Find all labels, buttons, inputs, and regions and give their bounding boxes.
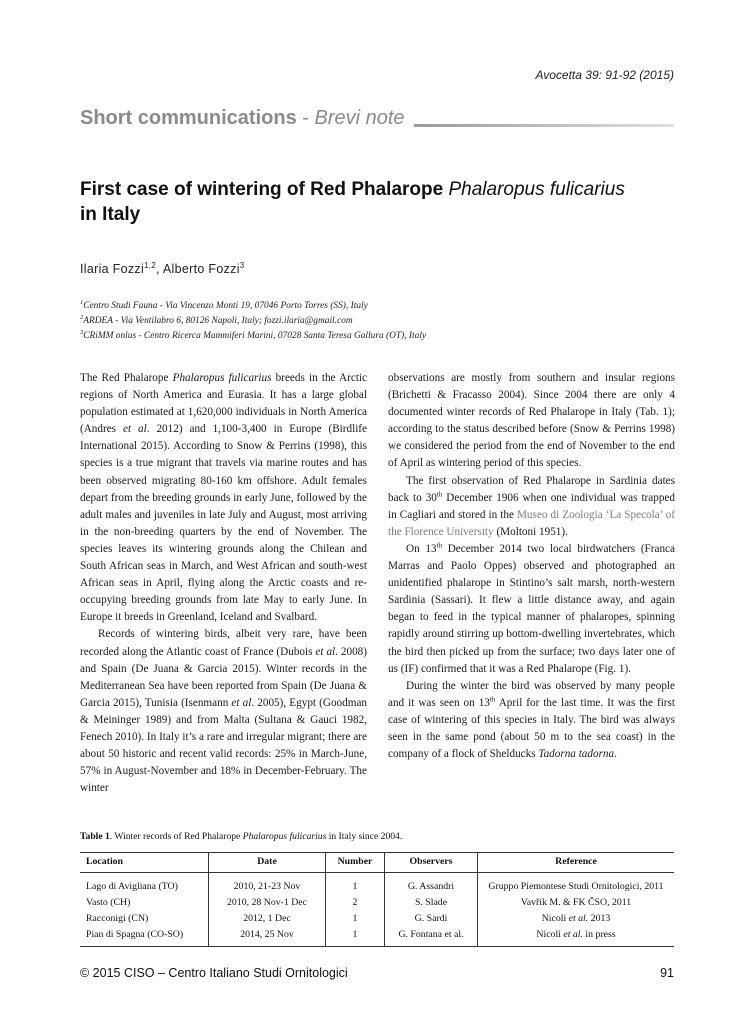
author-separator: ,: [156, 262, 163, 277]
column-header-observers: Observers: [385, 853, 478, 873]
affiliation-marker: 3: [80, 329, 84, 337]
column-header-location: Location: [80, 853, 209, 873]
cell-observers: S. Slade: [385, 894, 478, 910]
author-affiliation-marker: 1,2: [144, 261, 157, 270]
text-run: The first observation of Red Phalarope in Sardinia dates back to 30: [388, 474, 675, 504]
cell-date: 2014, 25 Nov: [209, 926, 326, 947]
section-rule: [414, 124, 674, 127]
body-paragraph: [388, 541, 675, 678]
affiliation: [80, 312, 426, 327]
reference-italic: et al.: [563, 928, 583, 940]
reference-text: Nicoli: [541, 912, 569, 924]
cell-number: 1: [326, 926, 385, 947]
cell-location: Vasto (CH): [80, 894, 209, 910]
column-header-date: Date: [209, 853, 326, 873]
text-run: breeds in the Arctic regions of North America and Eurasia. It has a large global population estimated at 1,620,000 individuals in North America (Andres: [80, 372, 367, 436]
reference-text: Gruppo Piemontese Studi Ornitologici, 2011: [488, 880, 664, 892]
text-run: December 1906 when one individual was trapped in Cagliari and stored in the: [388, 491, 675, 521]
article-title: [80, 177, 680, 227]
reference-text: 2013: [588, 912, 611, 924]
text-run: . Winter records of Red Phalarope: [109, 831, 243, 842]
cell-number: 1: [326, 873, 385, 895]
cell-date: 2010, 21-23 Nov: [209, 873, 326, 895]
text-run: April for the last time. It was the first case of wintering of this species in Italy. The bird was always seen in the same pond (about 50 m to the sea coast) in the company of a flock of Shelducks: [388, 696, 675, 761]
table-row: [80, 926, 674, 947]
text-run: On 13: [406, 542, 437, 555]
reference-italic: et al.: [568, 912, 589, 924]
author-affiliation-marker: 3: [239, 261, 245, 270]
affiliation-marker: 1: [80, 299, 84, 306]
species-name: Phalaropus fulicarius: [172, 372, 272, 384]
et-al: et al: [122, 423, 147, 436]
author-line: [80, 261, 245, 276]
text-run: December 2014 two local birdwatchers (Franca Marras and Paolo Oppes) observed and photographed an unidentified phalarope in Stintino’s salt marsh, north-western Sardinia (Sassari). It flew a little distance away, and again began to feed in the typical manner of phalaropes, spinning rapidly around stirring up bottom-dwelling invertebrates, which the bird then picked up from the surface; two days later one of us (IF) confirmed that it was a Red Phalarope (Fig. 1).: [388, 542, 675, 675]
journal-citation: Avocetta 39: 91-92 (2015): [535, 68, 674, 82]
section-heading-english: Short communications: [80, 107, 297, 129]
affiliation: [80, 297, 426, 312]
column-header-number: Number: [326, 853, 385, 873]
table-label: Table 1: [80, 831, 110, 842]
body-paragraph: [388, 678, 675, 763]
section-heading-separator: -: [296, 107, 315, 129]
cell-observers: G. Fontana et al.: [385, 926, 478, 947]
body-paragraph: [80, 626, 367, 797]
ordinal-suffix: th: [489, 695, 496, 704]
table-row: [80, 894, 674, 910]
text-run: During the winter the bird was observed by many people and it was seen on 13: [388, 679, 675, 709]
footer-copyright: © 2015 CISO – Centro Italiano Studi Ornitologici: [80, 966, 348, 980]
title-text-end: in Italy: [80, 204, 141, 225]
ordinal-suffix: th: [436, 489, 443, 498]
cell-number: 2: [326, 894, 385, 910]
body-paragraph: observations are mostly from southern and insular regions (Brichetti & Fracasso 2004). Since 2004 there are only 4 documented winter records of Red Phalarope in Italy (Tab. 1); according to the status described before (Snow & Perrins 1998) we considered the period from the end of November to the end of April as wintering period of this species.: [388, 372, 675, 470]
table-caption: [80, 831, 402, 842]
cell-observers: G. Assandri: [385, 873, 478, 895]
reference-text: Nicoli: [536, 928, 564, 940]
cell-location: Racconigi (CN): [80, 910, 209, 926]
cell-location: Pian di Spagna (CO-SO): [80, 926, 209, 947]
cell-date: 2012, 1 Dec: [209, 910, 326, 926]
affiliations: [80, 297, 426, 342]
section-heading-italian: Brevi note: [314, 107, 405, 129]
body-paragraph: [388, 473, 675, 541]
text-run: (Moltoni 1951).: [493, 525, 568, 538]
column-header-reference: Reference: [478, 853, 675, 873]
records-table: [80, 852, 674, 947]
author-name: Alberto Fozzi: [162, 262, 240, 277]
affiliation: [80, 327, 426, 342]
cell-reference: [478, 926, 675, 947]
et-al: et al: [231, 696, 252, 709]
cell-reference: [478, 873, 675, 895]
body-column-left: [80, 370, 367, 797]
body-paragraph: [80, 370, 367, 626]
text-run: Records of wintering birds, albeit very rare, have been recorded along the Atlantic coast of France (Dubois: [80, 628, 367, 658]
affiliation-text: Centro Studi Fauna - Via Vincenzo Monti 19, 07046 Porto Torres (SS), Italy: [83, 301, 368, 312]
cell-reference: [478, 894, 675, 910]
section-heading: [80, 107, 405, 130]
affiliation-text: ARDEA - Via Ventilabro 6, 80126 Napoli, Italy; fozzi.ilaria@gmail.com: [83, 316, 353, 327]
reference-text: in press: [582, 928, 616, 940]
species-name: Phalaropus fulicarius: [242, 831, 327, 842]
species-name: Tadorna tadorna: [538, 748, 615, 761]
reference-text: Vavřík M. & FK ČSO, 2011: [520, 896, 632, 908]
body-column-right: [388, 370, 675, 763]
page-number: 91: [660, 966, 674, 980]
cell-date: 2010, 28 Nov-1 Dec: [209, 894, 326, 910]
title-text: First case of wintering of Red Phalarope: [80, 179, 449, 200]
affiliation-marker: 2: [80, 314, 84, 322]
cell-number: 1: [326, 910, 385, 926]
text-run: . 2008) and Spain (De Juana & Garcia 2015). Winter records in the Mediterranean Sea have been reported from Spain (De Juana & Garcia 2015), Tunisia (Isenmann: [80, 645, 367, 709]
text-run: . 2005), Egypt (Goodman & Meininger 1989) and from Malta (Sultana & Gauci 1982, Fenech 2010). In Italy it’s a rare and irregular migrant; there are about 50 historic and recent valid records: 25% in March-June, 57% in August-November and 18% in December-February. The winter: [80, 696, 368, 795]
text-run: .: [614, 748, 617, 761]
affiliation-text: CRiMM onlus - Centro Ricerca Mammiferi Marini, 07028 Santa Teresa Gallura (OT), Italy: [83, 331, 427, 342]
table-row: [80, 873, 674, 895]
table-row: [80, 910, 674, 926]
cell-observers: G. Sardi: [385, 910, 478, 926]
text-run: . 2012) and 1,100-3,400 in Europe (Birdlife International 2015). According to Snow & Perrins (1998), this species is a true migrant that travels via marine routes and has been observed migrating 80-160 km offshore. Adult females depart from the breeding grounds in early June, followed by the adult males and juveniles in late July and August, most arriving in the non-breeding quarters by the end of November. The species leaves its wintering grounds along the Chilean and South African seas in March, and West African and south-west African seas in April, flying along the Arctic coasts and re-occupying breeding grounds from late May to early June. In Europe it breeds in Greenland, Iceland and Svalbard.: [80, 423, 367, 624]
text-run: The Red Phalarope: [80, 372, 173, 384]
cell-location: Lago di Avigliana (TO): [80, 873, 209, 895]
author-name: Ilaria Fozzi: [80, 262, 145, 277]
table-header-row: [80, 853, 674, 873]
cell-reference: [478, 910, 675, 926]
title-species: Phalaropus fulicarius: [448, 179, 625, 200]
ordinal-suffix: th: [436, 541, 443, 550]
text-run: in Italy since 2004.: [326, 831, 403, 842]
museum-name: Museo di Zoologia ‘La Specola’ of the Florence University: [388, 508, 675, 538]
et-al: et al: [315, 645, 336, 658]
